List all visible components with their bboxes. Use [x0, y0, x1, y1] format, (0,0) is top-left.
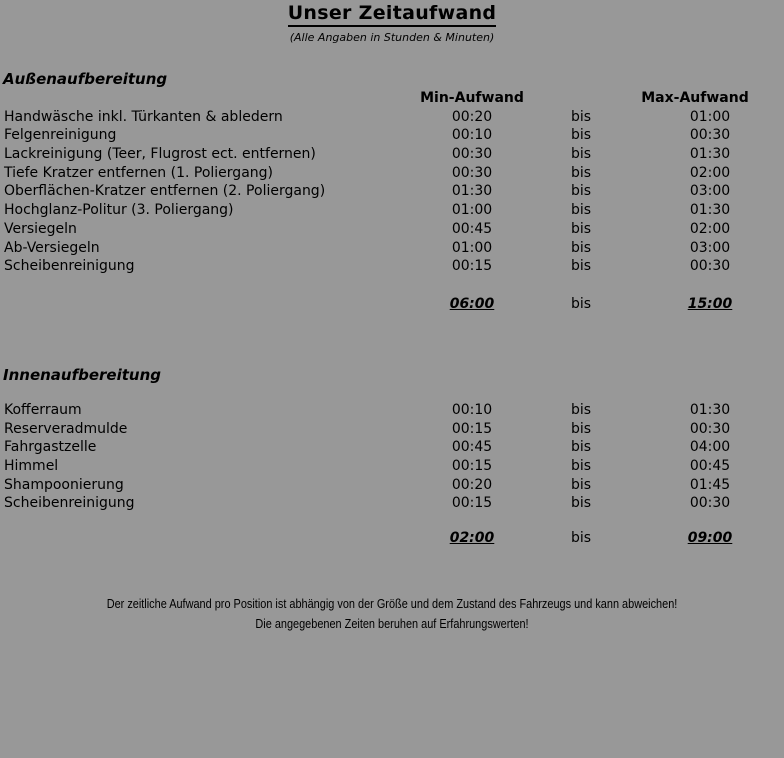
column-header-min: Min-Aufwand [420, 90, 524, 106]
total-min-value: 02:00 [449, 530, 495, 547]
row-label: Ab-Versiegeln [4, 239, 100, 256]
row-max-value: 01:30 [689, 146, 731, 163]
row-bis-label: bis [570, 202, 592, 219]
disclaimer-line-2: Die angegebenen Zeiten beruhen auf Erfahrungswerten! [255, 615, 529, 631]
column-header-max: Max-Aufwand [641, 90, 749, 106]
row-label: Himmel [4, 458, 59, 475]
row-bis-label: bis [570, 439, 592, 456]
row-label: Versiegeln [4, 220, 77, 237]
table-row [0, 401, 784, 420]
table-row [0, 126, 784, 145]
disclaimer-footer [0, 594, 784, 633]
total-bis-label: bis [570, 295, 592, 312]
row-label: Tiefe Kratzer entfernen (1. Poliergang) [4, 164, 273, 181]
row-min-value: 00:45 [451, 220, 493, 237]
table-row [0, 438, 784, 457]
total-label-cell [0, 295, 418, 314]
table-row [0, 494, 784, 513]
disclaimer-line-1: Der zeitliche Aufwand pro Position ist abhängig von der Größe und dem Zustand des Fahrzeugs und kann abweichen! [106, 596, 678, 611]
row-label: Reserveradmulde [4, 420, 128, 437]
section-aussenaufbereitung [0, 70, 784, 313]
row-bis-label: bis [570, 108, 592, 125]
row-label: Fahrgastzelle [4, 439, 97, 456]
row-bis-label: bis [570, 146, 592, 163]
row-max-value: 02:00 [689, 164, 731, 181]
header-label-cell [0, 89, 418, 108]
row-spacer [0, 513, 784, 529]
row-label: Felgenreinigung [4, 127, 117, 144]
table-row [0, 457, 784, 476]
row-max-value: 00:30 [689, 420, 731, 437]
row-max-value: 02:00 [689, 220, 731, 237]
total-max-cell [636, 529, 784, 548]
table-row [0, 220, 784, 239]
row-bis-label: bis [570, 127, 592, 144]
row-bis-label: bis [570, 183, 592, 200]
row-max-value: 00:45 [689, 458, 731, 475]
table-row [0, 239, 784, 258]
row-min-value: 00:15 [451, 258, 493, 275]
section-heading-innen: Innenaufbereitung [3, 366, 162, 384]
row-max-value: 01:45 [689, 476, 731, 493]
table-header-row [0, 89, 784, 108]
table-row [0, 145, 784, 164]
document-header [0, 2, 784, 44]
row-bis-label: bis [570, 220, 592, 237]
total-max-value: 15:00 [687, 295, 733, 312]
row-label: Scheibenreinigung [4, 495, 135, 512]
total-label-cell [0, 529, 418, 548]
row-min-value: 01:00 [451, 202, 493, 219]
row-min-value: 00:10 [451, 127, 493, 144]
table-row [0, 420, 784, 439]
table-row [0, 164, 784, 183]
row-min-value: 01:30 [451, 183, 493, 200]
row-bis-label: bis [570, 476, 592, 493]
row-max-value: 03:00 [689, 183, 731, 200]
page-title: Unser Zeitaufwand [288, 2, 497, 27]
row-bis-label: bis [570, 495, 592, 512]
total-min-cell [418, 529, 526, 548]
row-bis-label: bis [570, 420, 592, 437]
row-spacer [0, 276, 784, 295]
total-row-innen [0, 529, 784, 548]
page-subtitle: (Alle Angaben in Stunden & Minuten) [289, 31, 495, 44]
row-min-value: 00:30 [451, 164, 493, 181]
row-min-value: 00:15 [451, 458, 493, 475]
row-max-value: 00:30 [689, 495, 731, 512]
row-min-value: 00:15 [451, 420, 493, 437]
row-min-value: 00:30 [451, 146, 493, 163]
table-row [0, 201, 784, 220]
row-bis-label: bis [570, 402, 592, 418]
row-max-value: 01:30 [689, 202, 731, 219]
total-min-value: 06:00 [449, 295, 495, 312]
row-label: Kofferraum [4, 402, 82, 418]
total-min-cell [418, 295, 526, 314]
row-label: Handwäsche inkl. Türkanten & abledern [4, 108, 283, 125]
total-max-cell [636, 295, 784, 314]
row-label: Oberflächen-Kratzer entfernen (2. Poliergang) [4, 183, 326, 200]
section-innenaufbereitung [0, 366, 784, 548]
row-min-value: 00:20 [451, 476, 493, 493]
total-max-value: 09:00 [687, 530, 733, 547]
row-bis-label: bis [570, 458, 592, 475]
table-row [0, 476, 784, 495]
table-row [0, 108, 784, 127]
row-min-value: 00:10 [451, 402, 493, 418]
row-max-value: 03:00 [689, 239, 731, 256]
row-label: Lackreinigung (Teer, Flugrost ect. entfernen) [4, 146, 316, 163]
table-row [0, 182, 784, 201]
row-bis-label: bis [570, 239, 592, 256]
table-row [0, 257, 784, 276]
row-label: Scheibenreinigung [4, 258, 135, 275]
header-bis-cell [526, 89, 636, 108]
total-row-aussen [0, 295, 784, 314]
row-max-value: 01:30 [689, 402, 731, 418]
aussen-table [0, 89, 784, 313]
row-max-value: 01:00 [689, 108, 731, 125]
row-max-value: 00:30 [689, 127, 731, 144]
section-heading-aussen: Außenaufbereitung [3, 70, 168, 88]
row-min-value: 01:00 [451, 239, 493, 256]
row-max-value: 00:30 [689, 258, 731, 275]
innen-table [0, 401, 784, 548]
row-min-value: 00:45 [451, 439, 493, 456]
row-bis-label: bis [570, 164, 592, 181]
row-min-value: 00:20 [451, 108, 493, 125]
row-min-value: 00:15 [451, 495, 493, 512]
row-label: Shampoonierung [4, 476, 124, 493]
row-bis-label: bis [570, 258, 592, 275]
row-label: Hochglanz-Politur (3. Poliergang) [4, 202, 234, 219]
total-bis-label: bis [570, 530, 592, 547]
row-max-value: 04:00 [689, 439, 731, 456]
